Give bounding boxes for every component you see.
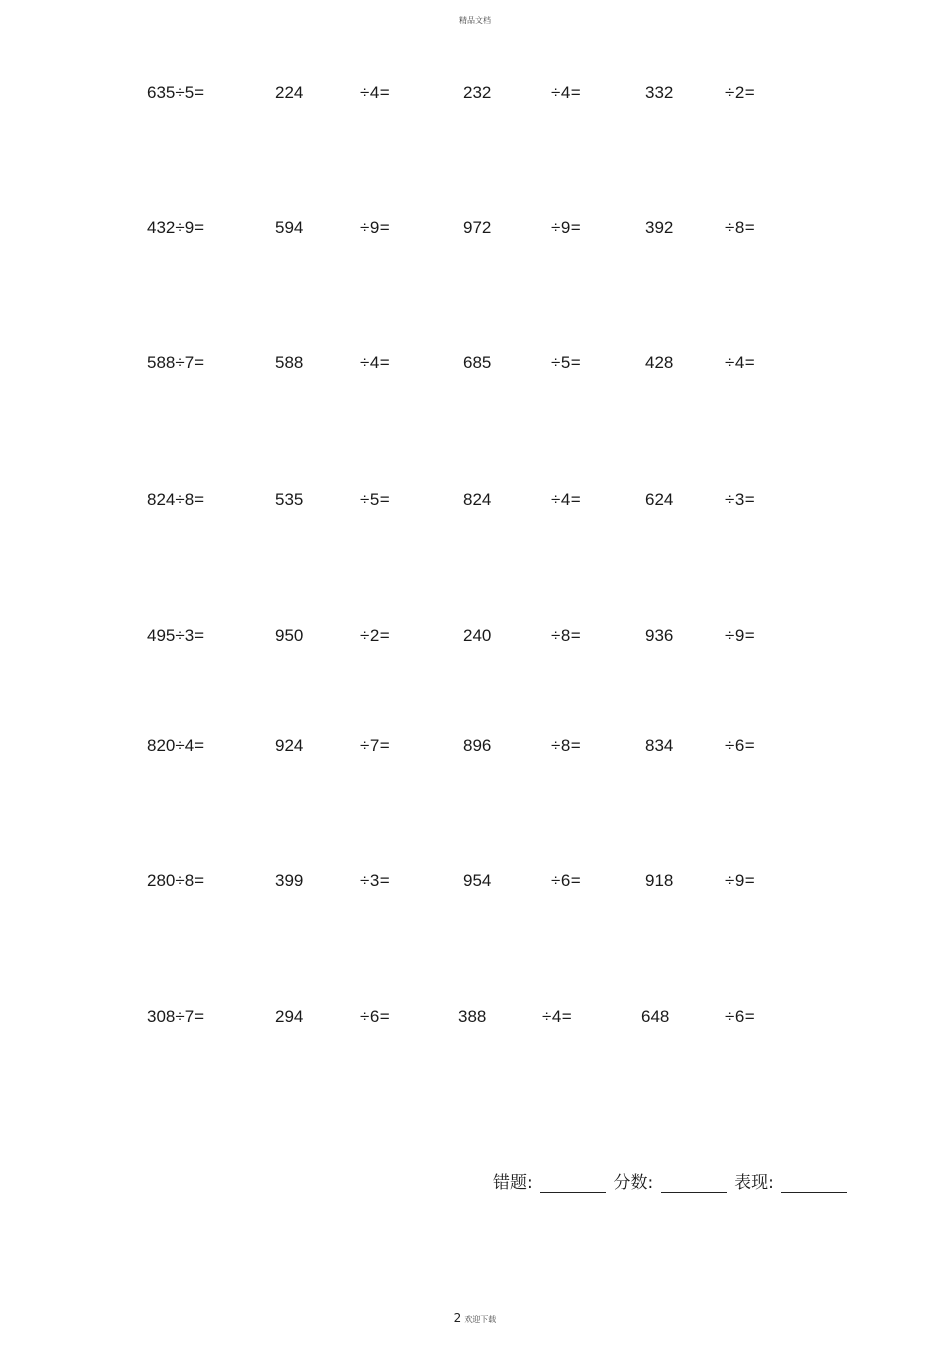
performance-blank[interactable] [781,1174,847,1193]
problem-divisor: ÷8= [551,626,582,645]
problem-dividend: 648 [641,1007,670,1026]
wrong-label: 错题: [493,1173,533,1193]
problem-divisor: ÷5= [360,490,391,509]
score-footer [493,1168,849,1193]
problem-full: 635÷5= [147,83,205,102]
problem-dividend: 834 [645,736,674,755]
problem-divisor: ÷5= [551,353,582,372]
problem-divisor: ÷4= [542,1007,573,1026]
problem-divisor: ÷6= [551,871,582,890]
problem-full: 824÷8= [147,490,205,509]
problem-divisor: ÷6= [725,1007,756,1026]
problem-full: 495÷3= [147,626,205,645]
problem-dividend: 399 [275,871,304,890]
page-number: 2 [453,1311,462,1325]
problem-divisor: ÷4= [551,490,582,509]
score-label: 分数: [613,1173,654,1193]
problem-divisor: ÷4= [725,353,756,372]
problem-divisor: ÷3= [725,490,756,509]
problem-full: 308÷7= [147,1007,205,1026]
problem-divisor: ÷9= [725,871,756,890]
problem-divisor: ÷9= [725,626,756,645]
problem-dividend: 224 [275,83,304,102]
problem-divisor: ÷6= [360,1007,391,1026]
problem-dividend: 972 [463,218,492,237]
problem-divisor: ÷9= [360,218,391,237]
problem-divisor: ÷8= [725,218,756,237]
problem-dividend: 232 [463,83,492,102]
problem-dividend: 535 [275,490,304,509]
page-footer [0,1311,950,1325]
problem-dividend: 624 [645,490,674,509]
problem-dividend: 240 [463,626,492,645]
problem-dividend: 824 [463,490,492,509]
performance-label: 表现: [734,1173,774,1193]
problem-dividend: 332 [645,83,674,102]
problem-dividend: 428 [645,353,674,372]
problem-dividend: 924 [275,736,304,755]
problem-divisor: ÷9= [551,218,582,237]
wrong-blank[interactable] [540,1174,606,1193]
problem-divisor: ÷2= [725,83,756,102]
problem-divisor: ÷3= [360,871,391,890]
problem-dividend: 594 [275,218,304,237]
problem-full: 820÷4= [147,736,205,755]
problem-divisor: ÷7= [360,736,391,755]
page-footer-text: 欢迎下载 [464,1315,497,1324]
problem-full: 588÷7= [147,353,205,372]
problem-dividend: 588 [275,353,304,372]
problem-divisor: ÷4= [551,83,582,102]
score-blank[interactable] [661,1174,727,1193]
problem-dividend: 685 [463,353,492,372]
problem-divisor: ÷8= [551,736,582,755]
problem-full: 280÷8= [147,871,205,890]
problem-dividend: 954 [463,871,492,890]
problem-dividend: 294 [275,1007,304,1026]
problem-dividend: 392 [645,218,674,237]
problem-dividend: 918 [645,871,674,890]
problem-divisor: ÷4= [360,353,391,372]
problem-dividend: 950 [275,626,304,645]
problem-dividend: 936 [645,626,674,645]
problem-divisor: ÷2= [360,626,391,645]
problem-full: 432÷9= [147,218,205,237]
problem-dividend: 388 [458,1007,487,1026]
problem-dividend: 896 [463,736,492,755]
problem-divisor: ÷6= [725,736,756,755]
page-header: 精品文档 [459,16,491,25]
problem-divisor: ÷4= [360,83,391,102]
